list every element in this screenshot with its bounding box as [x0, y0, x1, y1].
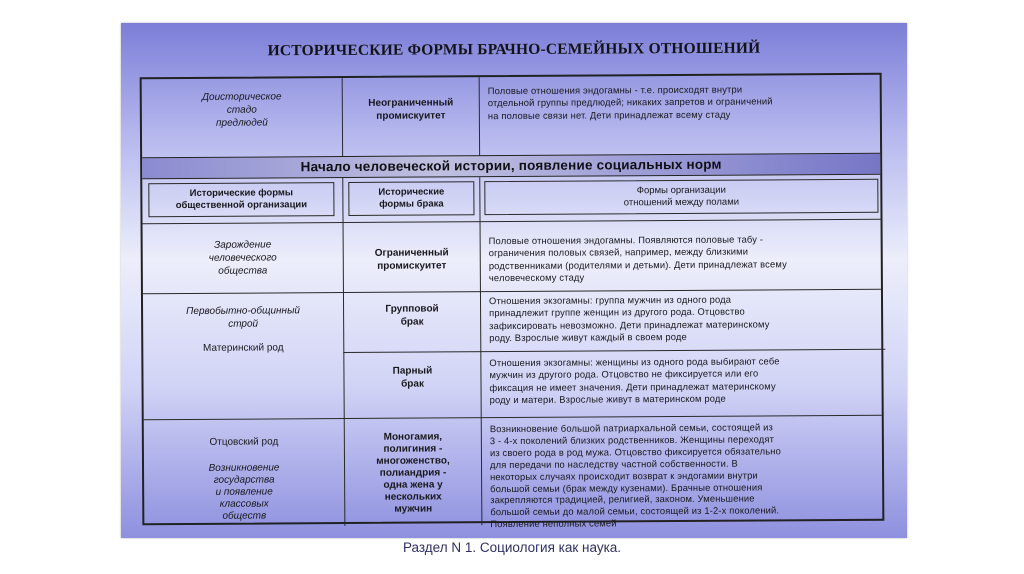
prehistory-description-line: отдельной группы предлюдей; никаких запретов и ограничений: [487, 95, 773, 109]
description-line: роду. Взрослые живут каждый в своем роде: [489, 330, 687, 344]
form-line: одна жена у: [383, 479, 443, 491]
row-pair-marriage-form: [345, 365, 479, 391]
paternal-org-line: и появление: [215, 486, 273, 498]
description-line: человеческому стаду: [488, 271, 585, 284]
prehistory-form: [344, 97, 478, 123]
paternal-org-line: Возникновение: [208, 462, 280, 474]
description-line: Отношения экзогамны: женщины из одного рода выбирают себе: [489, 355, 780, 369]
description-line: Отношения экзогамны: группа мужчин из одного рода: [488, 293, 732, 307]
row-group-marriage-form: [345, 303, 479, 329]
primitive-org-line: строй: [228, 318, 259, 330]
form-line: Моногамия,: [383, 431, 443, 443]
prehistory-stage-line: стадо: [226, 104, 257, 116]
primitive-org-line: Первобытно-общинный: [186, 305, 301, 317]
header-relations-line: отношений между полами: [623, 196, 740, 209]
prehistory-stage-line: предлюдей: [215, 117, 268, 129]
prehistory-description-line: на половые связи нет. Дети принадлежат всему стаду: [487, 108, 731, 121]
prehistory-stage: [152, 90, 332, 130]
form-line: промискуитет: [377, 259, 447, 272]
org-line: общества: [218, 265, 268, 277]
header-marriage-forms: [348, 181, 474, 216]
form-line: Парный: [392, 365, 433, 377]
row-monogamy-description: [490, 421, 883, 531]
prehistory-description: [488, 83, 880, 122]
description-line: фиксация не имеет значения. Дети принадлежат материнскому: [489, 379, 776, 393]
header-relations-line: Формы организации: [636, 184, 726, 197]
description-line: ограничения половых связей, например, между близкими: [488, 245, 749, 259]
prehistory-form-line: промискуитет: [376, 109, 446, 122]
paternal-org-line: обществ: [222, 510, 267, 522]
maternal-clan: Материнский род: [202, 342, 284, 354]
prehistory-stage-line: Доисторическое: [201, 91, 282, 103]
header-org-line: общественной организации: [175, 199, 308, 212]
org-line: человеческого: [208, 252, 277, 264]
primitive-org: [153, 304, 333, 331]
row-early-society-description: [489, 233, 881, 285]
form-line: полигиния -: [383, 443, 443, 455]
paternal-org: [154, 462, 334, 523]
marriage-forms-table: [140, 73, 885, 530]
form-line: нескольких: [384, 491, 442, 503]
row-monogamy-form: [346, 431, 481, 516]
form-line: брак: [401, 378, 424, 390]
header-relations-forms: [484, 179, 878, 215]
row-group-marriage-description: [489, 293, 881, 345]
slide-title: ИСТОРИЧЕСКИЕ ФОРМЫ БРАЧНО-СЕМЕЙНЫХ ОТНОШЕНИЙ: [267, 39, 761, 60]
form-line: Ограниченный: [374, 247, 449, 259]
paternal-org-line: классовых: [219, 498, 269, 510]
paternal-org-line: государства: [213, 474, 275, 486]
description-line: зафиксировать невозможно. Дети принадлежат материнскому: [489, 318, 770, 331]
header-marriage-line: Исторические: [378, 186, 445, 198]
description-line: большой семьи до малой семьи, состоящей из 1-2-х поколений.: [490, 504, 780, 518]
paternal-clan: Отцовский род: [209, 436, 279, 448]
description-line: роду и матери. Взрослые живут в материнском роде: [489, 392, 726, 406]
form-line: мужчин: [394, 503, 433, 515]
description-line: Появление неполных семей: [490, 517, 617, 530]
description-line: Половые отношения эндогамны. Появляются половые табу -: [488, 233, 764, 247]
org-line: Зарождение: [214, 239, 272, 251]
slide-frame: [121, 23, 907, 538]
history-band: [142, 153, 880, 180]
history-band-text: Начало человеческой истории, появление социальных норм: [300, 156, 722, 175]
description-line: родственниками (родителями и детьми). Дети принадлежат всему: [488, 257, 787, 271]
description-line: мужчин из другого рода. Отцовство не фиксируется или его: [489, 367, 759, 381]
header-org-line: Исторические формы: [189, 187, 294, 199]
description-line: для передачи по наследству частной собственности. В: [489, 457, 738, 470]
slide-footer: Раздел N 1. Социология как наука.: [402, 540, 622, 555]
description-line: принадлежит группе женщин из другого рода. Отцовство: [489, 305, 745, 319]
row-early-society-org: [153, 238, 333, 278]
description-line: некоторых случаях происходит возврат к эндогамии внутри: [490, 469, 758, 482]
description-line: большой семьи (брак между кузенами). Брачные отношения: [490, 481, 763, 494]
row-pair-marriage-description: [489, 355, 881, 407]
prehistory-description-line: Половые отношения эндогамны - т.е. происходят внутри: [487, 83, 743, 97]
form-line: многоженство,: [376, 455, 450, 467]
description-line: 3 - 4-х поколений близких родственников. Женщины переходят: [489, 433, 775, 447]
prehistory-form-line: Неограниченный: [368, 97, 454, 109]
header-marriage-line: формы брака: [379, 198, 444, 210]
description-line: из своего рода в род мужа. Отцовство фиксируется обязательно: [489, 445, 782, 458]
header-org-forms: [148, 182, 334, 217]
form-line: Групповой: [385, 303, 439, 315]
row-early-society-form: [345, 247, 479, 273]
form-line: полиандрия -: [379, 467, 447, 479]
form-line: брак: [400, 316, 424, 328]
description-line: закрепляются традицией, религией, законом. Уменьшение: [490, 492, 755, 506]
description-line: Возникновение большой патриархальной семьи, состоящей из: [489, 421, 774, 435]
